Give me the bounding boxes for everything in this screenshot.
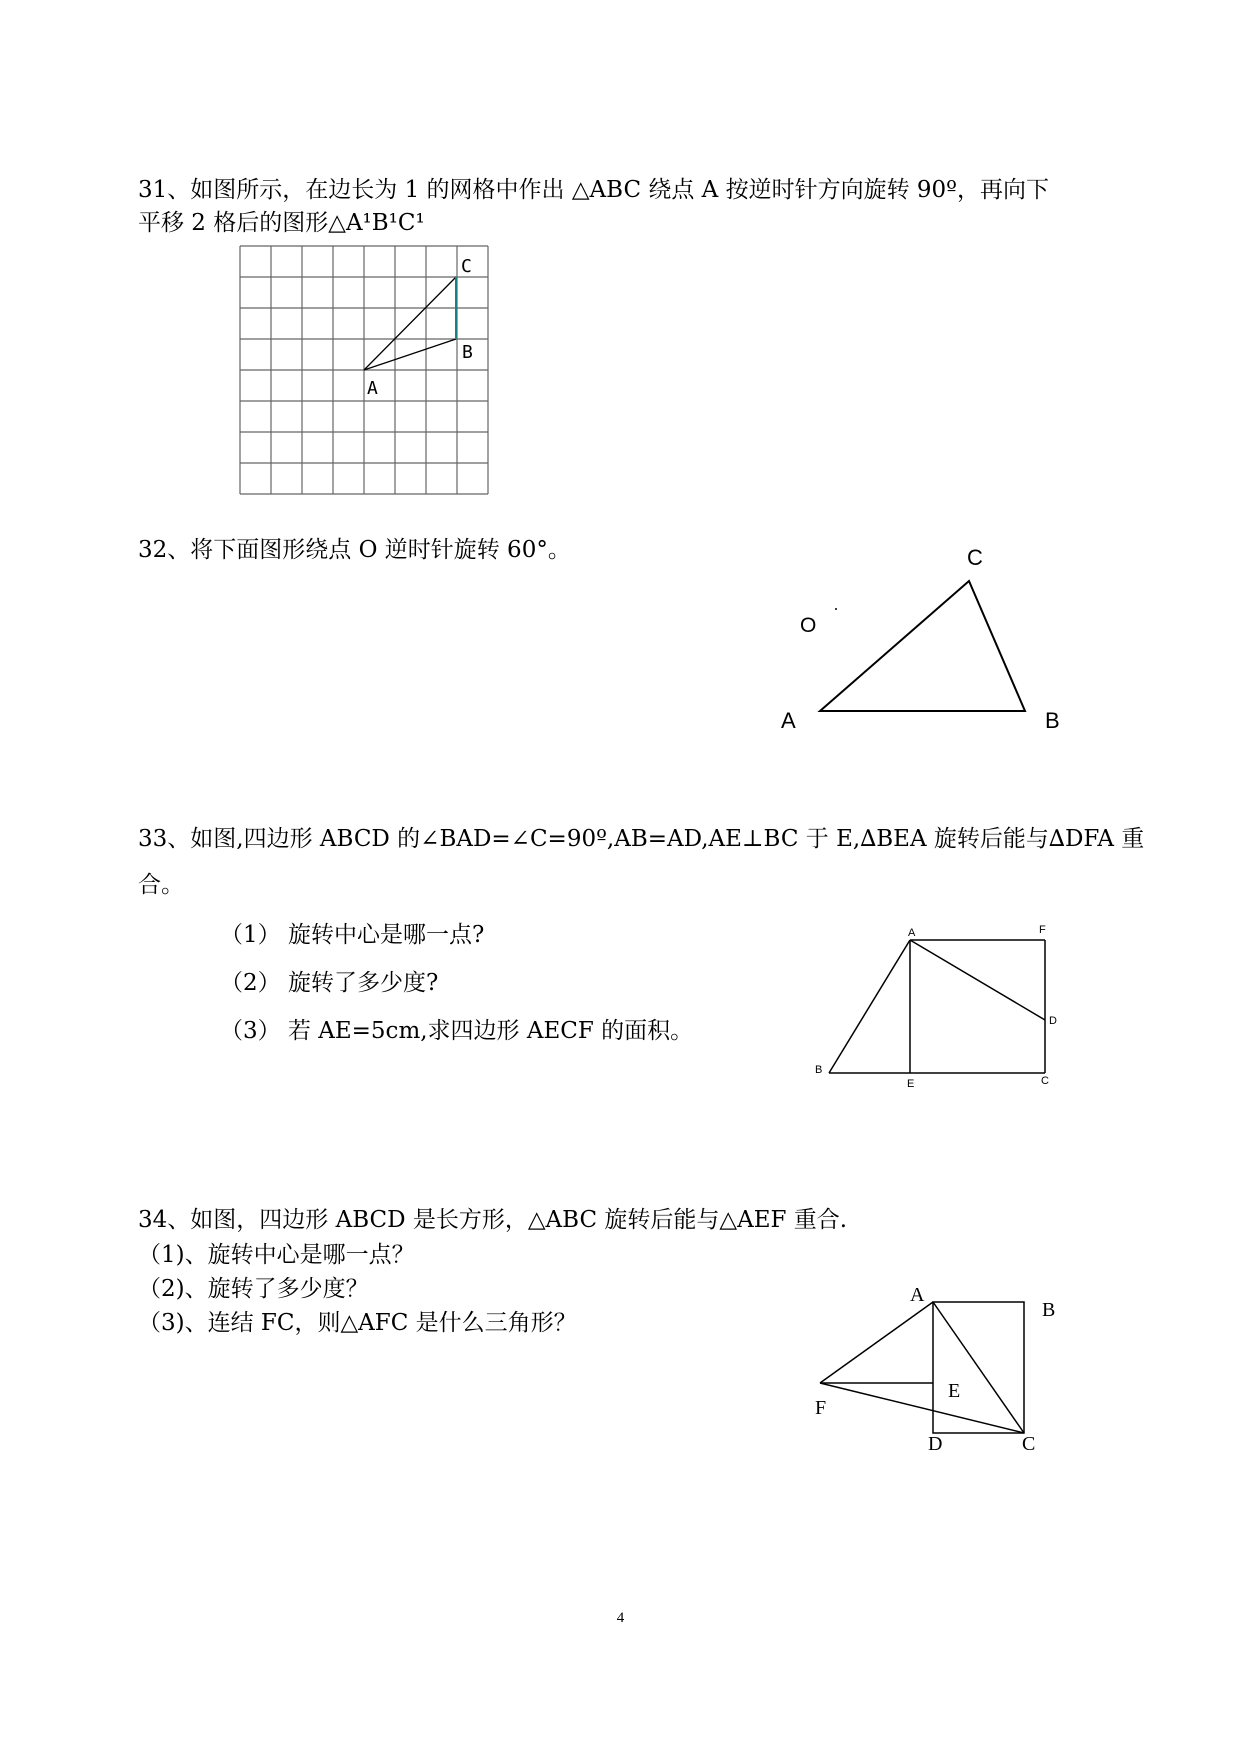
q33-label-f: F [1039, 924, 1046, 936]
q32-text: 32、将下面图形绕点 O 逆时针旋转 60°。 [138, 537, 571, 563]
q33-label-b: B [815, 1064, 823, 1076]
q32-label-a: A [781, 708, 796, 733]
q34-label-b: B [1042, 1299, 1056, 1321]
q33-label-e: E [907, 1078, 915, 1090]
q32-label-o: O [800, 614, 817, 637]
page-number: 4 [616, 1610, 625, 1626]
q31-side-ac [364, 277, 456, 370]
q31-line1: 31、如图所示，在边长为 1 的网格中作出 △ABC 绕点 A 按逆时针方向旋转 90º，再向下 [138, 177, 1049, 203]
q31-triangle-abc [364, 277, 456, 370]
q34-line1: 34、如图，四边形 ABCD 是长方形，△ABC 旋转后能与△AEF 重合. [138, 1207, 848, 1233]
q33-label-c: C [1041, 1075, 1049, 1087]
q34-label-f: F [815, 1397, 827, 1419]
q33-side-ad [910, 940, 1045, 1020]
q33-line2: 合。 [138, 872, 184, 898]
q34-item-1: （1)、旋转中心是哪一点？ [138, 1242, 415, 1268]
q31-label-c: C [461, 256, 472, 277]
q31-label-a: A [367, 378, 378, 399]
q33-item-3: （3） 若 AE=5cm,求四边形 AECF 的面积。 [220, 1018, 694, 1044]
q34-label-c: C [1022, 1433, 1036, 1455]
q34-item-2: （2)、旋转了多少度？ [138, 1276, 369, 1302]
q34-diagonal-ac [933, 1302, 1024, 1433]
q32-label-c: C [967, 545, 983, 570]
q31-grid [240, 246, 488, 494]
q31-side-ab [364, 339, 456, 370]
q33-item-1: （1） 旋转中心是哪一点? [220, 922, 485, 948]
q31-line2: 平移 2 格后的图形△A¹B¹C¹ [138, 210, 425, 236]
q33-side-ab [829, 940, 910, 1073]
q33-line1: 33、如图,四边形 ABCD 的∠BAD=∠C=90º,AB=AD,AE⊥BC 于 E,∆BEA 旋转后能与∆DFA 重 [138, 826, 1145, 852]
q34-label-d: D [928, 1433, 943, 1455]
q32-triangle-abc [820, 581, 1025, 711]
q32-label-b: B [1045, 708, 1060, 733]
q32-point-o [835, 608, 837, 610]
q31-label-b: B [462, 342, 473, 363]
q34-rectangle-abcd [933, 1302, 1024, 1433]
q33-item-2: （2） 旋转了多少度? [220, 970, 439, 996]
q33-label-d: D [1049, 1015, 1057, 1027]
q33-label-a: A [908, 927, 916, 939]
q34-label-e: E [948, 1380, 961, 1402]
q34-side-af [820, 1302, 933, 1383]
q34-label-a: A [910, 1284, 925, 1306]
q34-side-fc [820, 1383, 1024, 1433]
q34-item-3: （3)、连结 FC，则△AFC 是什么三角形？ [138, 1310, 577, 1336]
